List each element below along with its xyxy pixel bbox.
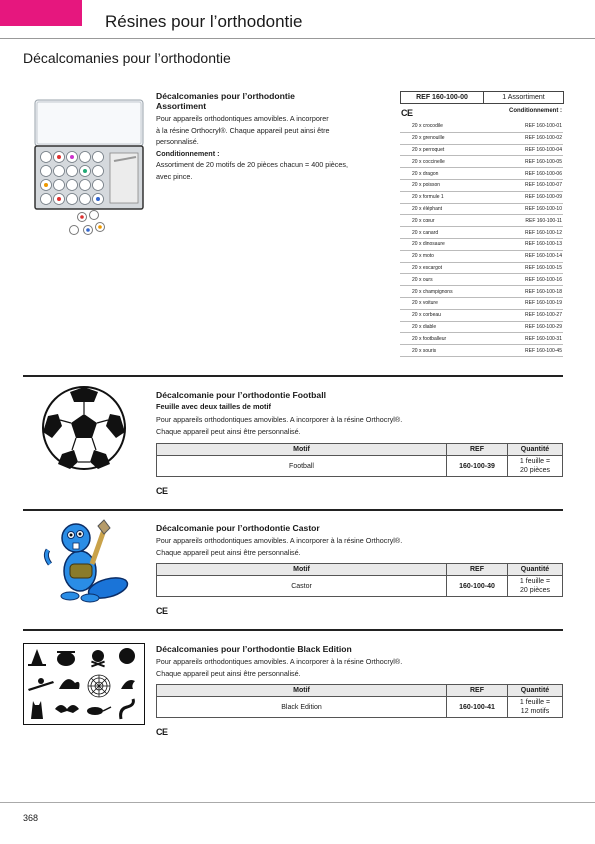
assortment-item-name: 20 x escargot <box>412 264 443 271</box>
assortment-ref-qty: 1 Assortiment <box>502 94 545 101</box>
ce-mark: CE <box>156 727 168 737</box>
list-item <box>400 286 563 298</box>
list-item <box>400 274 563 286</box>
list-item <box>400 121 563 133</box>
list-item <box>400 345 563 357</box>
page-number: 368 <box>23 813 39 823</box>
conditionnement-label: Conditionnement : <box>509 108 562 114</box>
assortment-item-ref: REF 160-100-01 <box>525 123 562 130</box>
assortment-item-ref: REF 160-100-11 <box>525 217 562 224</box>
assortment-ref: REF 160-100-00 <box>401 92 484 103</box>
header-accent-bar <box>0 0 82 26</box>
assortment-list <box>400 121 563 357</box>
table-row: Castor 160-100-40 1 feuille = 20 pièces <box>157 576 563 597</box>
table-header-row: Motif REF Quantité <box>157 685 563 697</box>
football-subtitle: Feuille avec deux tailles de motif <box>156 402 272 411</box>
assortment-item-name: 20 x dragon <box>412 170 439 177</box>
football-table <box>156 443 563 477</box>
ce-mark: CE <box>401 108 413 118</box>
list-item <box>400 263 563 275</box>
list-item <box>400 239 563 251</box>
list-item <box>400 215 563 227</box>
football-description: Pour appareils orthodontiques amovibles. A incorporer à la résine Orthocryl®. Chaque appareil peut ainsi être personnalisé. <box>156 415 403 436</box>
assortment-item-name: 20 x perroquet <box>412 146 445 153</box>
table-header-row: Motif REF Quantité <box>157 564 563 576</box>
castor-table <box>156 563 563 597</box>
assortment-item-ref: REF 160-100-16 <box>525 276 562 283</box>
section-divider <box>23 509 563 511</box>
assortment-item-ref: REF 160-100-10 <box>525 205 562 212</box>
assortment-title-line1: Décalcomanies pour l’orthodontie <box>156 91 295 101</box>
assortment-item-name: 20 x éléphant <box>412 205 443 212</box>
black-edition-description: Pour appareils orthodontiques amovibles. A incorporer à la résine Orthocryl®. Chaque appareil peut ainsi être personnalisé. <box>156 657 403 678</box>
assortment-item-ref: REF 160-100-18 <box>525 288 562 295</box>
list-item <box>400 204 563 216</box>
assortment-item-name: 20 x formule 1 <box>412 194 444 201</box>
assortment-item-name: 20 x diable <box>412 323 437 330</box>
assortment-item-name: 20 x coccinelle <box>412 158 445 165</box>
header-divider <box>0 38 595 39</box>
assortment-item-name: 20 x poisson <box>412 182 441 189</box>
section-subtitle: Décalcomanies pour l’orthodontie <box>23 50 231 66</box>
assortment-item-ref: REF 160-100-12 <box>525 229 562 236</box>
assortment-item-ref: REF 160-100-31 <box>525 335 562 342</box>
list-item <box>400 298 563 310</box>
assortment-item-name: 20 x canard <box>412 229 439 236</box>
assortment-item-name: 20 x crocodile <box>412 123 443 130</box>
assortment-item-ref: REF 160-100-27 <box>525 312 562 319</box>
assortment-item-name: 20 x dinosaure <box>412 241 445 248</box>
section-divider <box>23 629 563 631</box>
table-row: Football 160-100-39 1 feuille = 20 pièces <box>157 456 563 477</box>
black-edition-table <box>156 684 563 718</box>
assortment-ref-box <box>400 91 564 104</box>
assortment-item-ref: REF 160-100-05 <box>525 158 562 165</box>
castor-description: Pour appareils orthodontiques amovibles. A incorporer à la résine Orthocryl®. Chaque appareil peut ainsi être personnalisé. <box>156 536 403 557</box>
section-divider <box>23 375 563 377</box>
table-row: Black Edition 160-100-41 1 feuille = 12 motifs <box>157 697 563 718</box>
list-item <box>400 168 563 180</box>
assortment-item-name: 20 x moto <box>412 253 434 260</box>
football-title: Décalcomanie pour l’orthodontie Football <box>156 390 326 400</box>
assortment-item-ref: REF 160-100-45 <box>525 347 562 354</box>
assortment-item-ref: REF 160-100-07 <box>525 182 562 189</box>
list-item <box>400 322 563 334</box>
list-item <box>400 310 563 322</box>
list-item <box>400 156 563 168</box>
table-header-row: Motif REF Quantité <box>157 444 563 456</box>
assortment-item-name: 20 x ours <box>412 276 433 283</box>
football-image <box>40 384 128 472</box>
assortment-item-ref: REF 160-100-29 <box>525 323 562 330</box>
assortment-item-ref: REF 160-100-04 <box>525 146 562 153</box>
assortment-item-name: 20 x corbeau <box>412 312 441 319</box>
list-item <box>400 180 563 192</box>
page-title: Résines pour l’orthodontie <box>105 12 303 31</box>
assortment-description: Pour appareils orthodontiques amovibles. A incorporer à la résine Orthocryl®. Chaque appareil peut ainsi être personnalisé. Conditionnement : Assortiment de 20 motifs de 20 pièces chacun = 400 pièces, avec pince. <box>156 114 348 181</box>
assortment-item-ref: REF 160-100-02 <box>525 135 562 142</box>
assortment-item-name: 20 x voiture <box>412 300 438 307</box>
list-item <box>400 227 563 239</box>
assortment-title-line2: Assortiment <box>156 101 207 111</box>
assortment-item-name: 20 x cœur <box>412 217 435 224</box>
assortment-item-name: 20 x grenouille <box>412 135 445 142</box>
assortment-item-ref: REF 160-100-06 <box>525 170 562 177</box>
assortment-item-name: 20 x champignons <box>412 288 453 295</box>
assortment-item-name: 20 x footballeur <box>412 335 447 342</box>
footer-divider <box>0 802 595 803</box>
ce-mark: CE <box>156 606 168 616</box>
assortment-item-ref: REF 160-100-14 <box>525 253 562 260</box>
assortment-item-name: 20 x souris <box>412 347 437 354</box>
list-item <box>400 251 563 263</box>
assortment-item-ref: REF 160-100-09 <box>525 194 562 201</box>
assortment-item-ref: REF 160-100-13 <box>525 241 562 248</box>
black-edition-sheet-image <box>23 643 145 725</box>
list-item <box>400 333 563 345</box>
list-item <box>400 133 563 145</box>
castor-beaver-image <box>40 516 130 606</box>
ce-mark: CE <box>156 486 168 496</box>
assortment-box-image <box>24 95 148 245</box>
list-item <box>400 192 563 204</box>
assortment-item-ref: REF 160-100-19 <box>525 300 562 307</box>
black-edition-title: Décalcomanies pour l’orthodontie Black Edition <box>156 644 352 654</box>
assortment-item-ref: REF 160-100-15 <box>525 264 562 271</box>
castor-title: Décalcomanie pour l’orthodontie Castor <box>156 523 320 533</box>
list-item <box>400 145 563 157</box>
